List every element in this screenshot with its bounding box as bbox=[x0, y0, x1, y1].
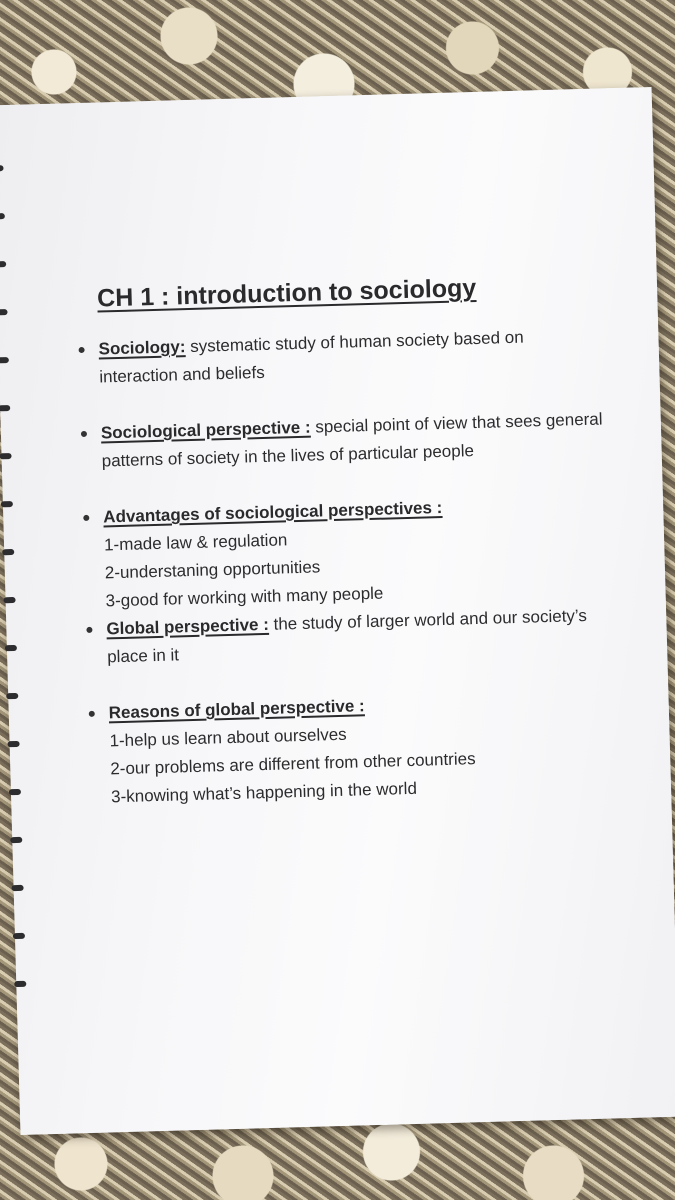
page-title: CH 1 : introduction to sociology bbox=[96, 273, 477, 313]
binding-ring bbox=[0, 165, 4, 171]
definition-text: systematic study of human society based on interaction and beliefs bbox=[99, 327, 524, 387]
page-content bbox=[83, 270, 618, 811]
term-label: Sociology: bbox=[98, 337, 186, 359]
definition-text: special point of view that sees general patterns of society in the lives of particular people bbox=[101, 409, 603, 471]
binding-ring bbox=[0, 261, 6, 267]
term-label: Reasons of global perspective : bbox=[108, 696, 365, 723]
definition-sociology bbox=[84, 321, 605, 391]
binding-ring bbox=[12, 885, 24, 891]
binding-ring bbox=[5, 645, 17, 651]
binding-ring bbox=[9, 789, 21, 795]
definition-text: the study of larger world and our society’s place in it bbox=[106, 606, 588, 667]
term-label: Sociological perspective : bbox=[100, 417, 311, 443]
term-label: Global perspective : bbox=[106, 614, 270, 639]
binding-ring bbox=[0, 405, 10, 411]
binding-ring bbox=[0, 213, 5, 219]
spiral-binding bbox=[0, 165, 31, 1065]
list-point: 3-knowing what’s happening in the world bbox=[110, 778, 418, 807]
bullet-icon bbox=[89, 711, 95, 717]
binding-ring bbox=[13, 933, 25, 939]
binding-ring bbox=[6, 693, 18, 699]
list-point: 3-good for working with many people bbox=[105, 583, 384, 611]
binding-ring bbox=[8, 741, 20, 747]
binding-ring bbox=[0, 309, 8, 315]
list-point: 1-made law & regulation bbox=[103, 530, 288, 555]
paper-sheet bbox=[0, 87, 675, 1135]
list-point: 2-understaning opportunities bbox=[104, 557, 321, 583]
binding-ring bbox=[0, 453, 12, 459]
term-label: Advantages of sociological perspectives : bbox=[103, 497, 443, 527]
list-reasons bbox=[94, 685, 617, 811]
bullet-icon bbox=[83, 515, 89, 521]
bullet-icon bbox=[86, 627, 92, 633]
list-point: 1-help us learn about ourselves bbox=[109, 724, 347, 751]
list-advantages bbox=[89, 489, 612, 615]
binding-ring bbox=[10, 837, 22, 843]
bullet-icon bbox=[79, 347, 85, 353]
binding-ring bbox=[2, 549, 14, 555]
list-point: 2-our problems are different from other countries bbox=[110, 749, 476, 779]
bullet-icon bbox=[81, 431, 87, 437]
binding-ring bbox=[14, 981, 26, 987]
binding-ring bbox=[0, 357, 9, 363]
binding-ring bbox=[3, 597, 15, 603]
binding-ring bbox=[1, 501, 13, 507]
definition-sociological-perspective bbox=[87, 405, 608, 475]
